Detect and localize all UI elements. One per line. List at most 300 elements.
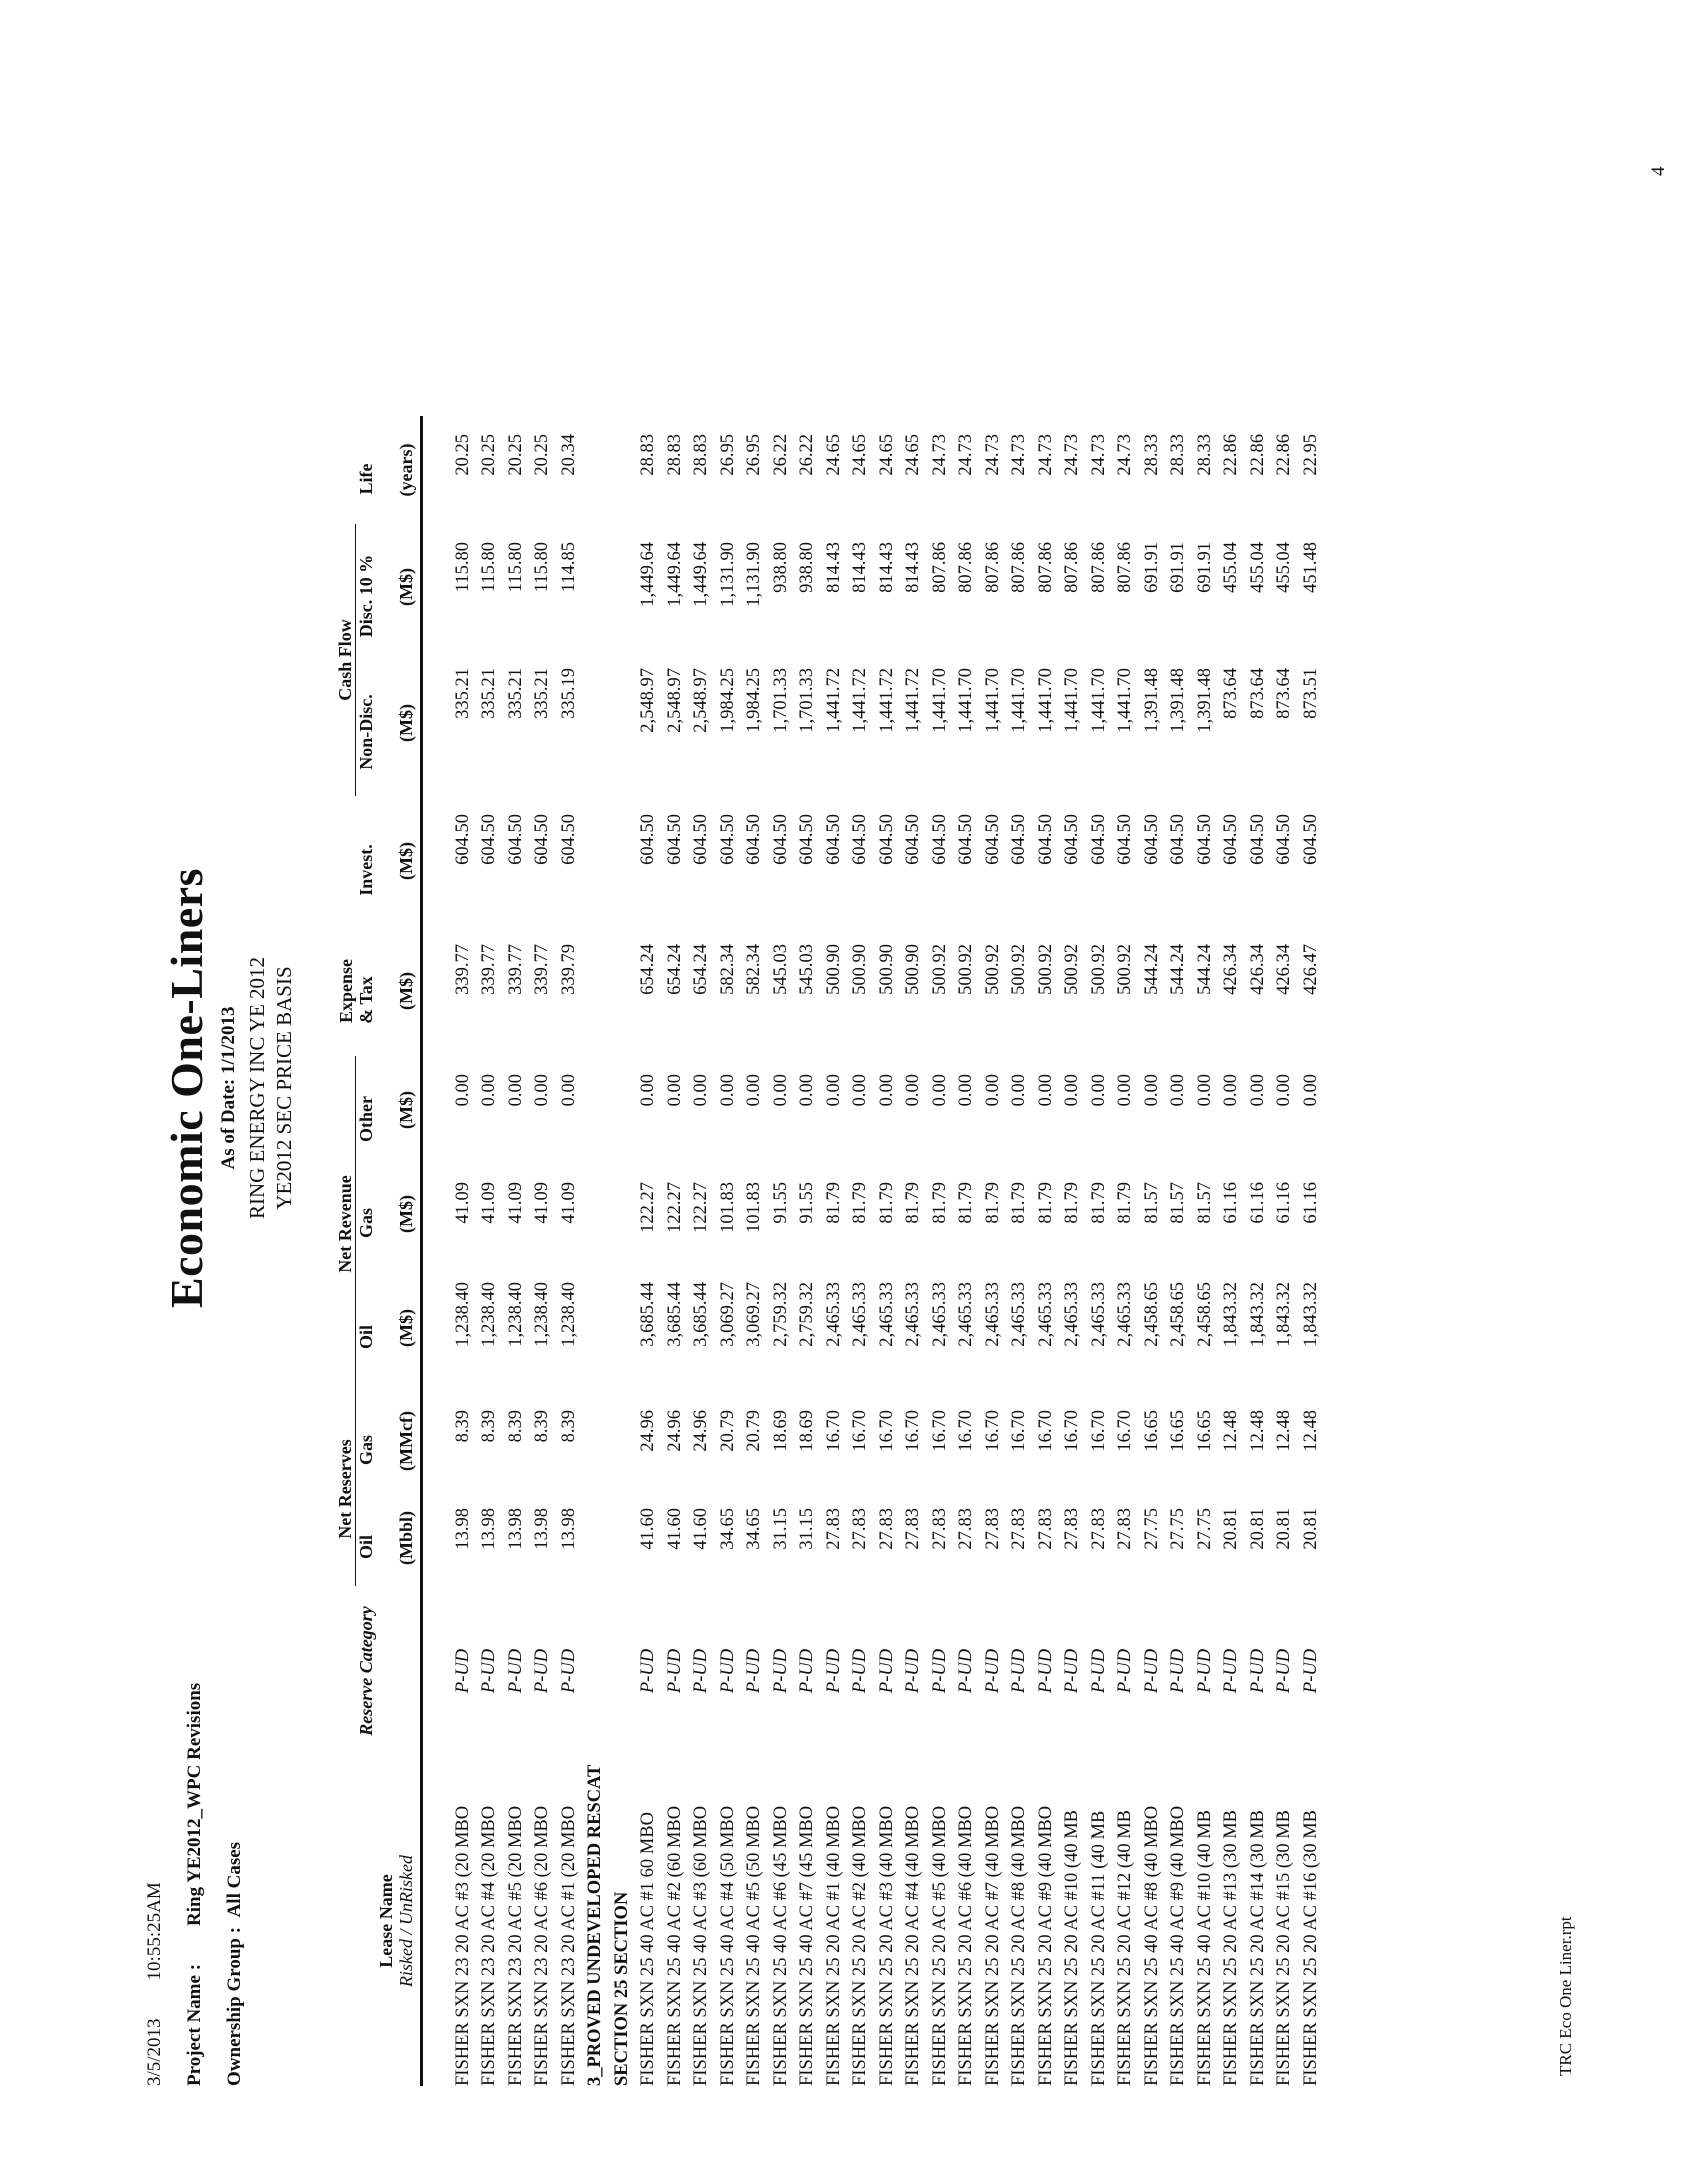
value-cell: 81.57 — [1168, 1182, 1188, 1224]
value-cell: 0.00 — [770, 1074, 791, 1107]
value-cell: 451.48 — [1300, 542, 1321, 593]
value-cell: 455.04 — [1274, 542, 1294, 593]
value-cell: 61.16 — [1274, 1182, 1294, 1224]
reserve-category-cell: P-UD — [929, 1648, 950, 1694]
reserve-category-cell: P-UD — [1194, 1648, 1215, 1694]
value-cell: 604.50 — [956, 814, 976, 865]
value-cell: 20.25 — [532, 434, 552, 476]
value-cell: 13.98 — [479, 1508, 499, 1550]
lease-name-cell: FISHER SXN 25 40 AC #7 (45 MBO — [797, 1805, 817, 2086]
reserve-category-cell: P-UD — [1115, 1648, 1135, 1694]
expense-unit: (M$) — [376, 926, 422, 1056]
value-cell: 1,391.48 — [1168, 668, 1188, 733]
value-cell: 24.65 — [850, 434, 870, 476]
value-cell: 34.65 — [717, 1508, 738, 1550]
value-cell: 0.00 — [982, 1074, 1003, 1107]
value-cell: 16.70 — [1035, 1410, 1056, 1452]
value-cell: 500.92 — [982, 944, 1003, 995]
lease-name-cell: FISHER SXN 25 20 AC #3 (40 MBO — [876, 1805, 897, 2086]
value-cell: 1,391.48 — [1194, 668, 1215, 733]
value-cell: 604.50 — [1141, 814, 1162, 865]
value-cell: 1,441.72 — [903, 668, 923, 733]
value-cell: 122.27 — [691, 1182, 711, 1233]
value-cell: 0.00 — [1168, 1074, 1188, 1107]
report-footer: TRC Eco One Liner.rpt — [1556, 1916, 1575, 2076]
lease-name-cell: FISHER SXN 25 20 AC #12 (40 MB — [1115, 1809, 1135, 2086]
lease-name-cell: FISHER SXN 25 20 AC #10 (40 MB — [1062, 1809, 1082, 2086]
value-cell: 26.22 — [797, 434, 817, 476]
value-cell: 335.19 — [558, 668, 579, 719]
value-cell: 16.70 — [823, 1410, 844, 1452]
value-cell: 22.86 — [1221, 434, 1241, 476]
reserve-category-cell: P-UD — [505, 1648, 526, 1694]
value-cell: 500.90 — [876, 944, 897, 995]
value-cell: 12.48 — [1221, 1410, 1241, 1452]
reserve-category-cell: P-UD — [717, 1648, 738, 1694]
expense-header-1: Expense — [335, 959, 356, 1024]
lease-name-cell: FISHER SXN 25 20 AC #8 (40 MBO — [1009, 1805, 1029, 2086]
value-cell: 81.79 — [1115, 1182, 1135, 1224]
value-cell: 1,843.32 — [1247, 1282, 1268, 1347]
nondisc-header: Non-Disc. — [356, 694, 376, 770]
value-cell: 339.77 — [505, 944, 526, 995]
disc-header: Disc. 10 % — [356, 554, 376, 638]
value-cell: 691.91 — [1141, 542, 1162, 593]
value-cell: 20.25 — [452, 434, 473, 476]
table-row — [529, 416, 556, 2086]
value-cell: 807.86 — [1009, 542, 1029, 593]
value-cell: 1,238.40 — [532, 1282, 552, 1347]
value-cell: 604.50 — [505, 814, 526, 865]
value-cell: 604.50 — [982, 814, 1003, 865]
reserve-category-cell: P-UD — [850, 1648, 870, 1694]
value-cell: 22.95 — [1300, 434, 1321, 476]
reserve-category-cell: P-UD — [823, 1648, 844, 1694]
value-cell: 1,441.72 — [876, 668, 897, 733]
reserve-category-cell: P-UD — [903, 1648, 923, 1694]
value-cell: 814.43 — [823, 542, 844, 593]
value-cell: 0.00 — [452, 1074, 473, 1107]
table-row — [1192, 416, 1219, 2086]
table-row — [715, 416, 742, 2086]
disc-unit: (M$) — [376, 524, 422, 650]
value-cell: 16.70 — [982, 1410, 1003, 1452]
value-cell: 604.50 — [1221, 814, 1241, 865]
life-header: Life — [356, 463, 376, 495]
value-cell: 604.50 — [691, 814, 711, 865]
value-cell: 1,449.64 — [691, 542, 711, 607]
value-cell: 873.51 — [1300, 668, 1321, 719]
table-row — [741, 416, 768, 2086]
value-cell: 654.24 — [664, 944, 685, 995]
reserve-category-cell: P-UD — [1168, 1648, 1188, 1694]
header-row-groups — [335, 416, 356, 2086]
lease-name-cell: FISHER SXN 25 20 AC #7 (40 MBO — [982, 1805, 1003, 2086]
value-cell: 0.00 — [479, 1074, 499, 1107]
value-cell: 339.79 — [558, 944, 579, 995]
value-cell: 691.91 — [1168, 542, 1188, 593]
lease-name-cell: FISHER SXN 25 20 AC #2 (40 MBO — [850, 1805, 870, 2086]
value-cell: 0.00 — [664, 1074, 685, 1107]
value-cell: 604.50 — [1274, 814, 1294, 865]
value-cell: 2,465.33 — [876, 1282, 897, 1347]
value-cell: 81.79 — [1009, 1182, 1029, 1224]
section-heading — [582, 416, 635, 2086]
as-of-date: As of Date: 1/1/2013 — [218, 1006, 239, 1170]
ownership-value: All Cases — [224, 1841, 245, 1918]
value-cell: 1,238.40 — [505, 1282, 526, 1347]
value-cell: 2,759.32 — [797, 1282, 817, 1347]
table-row — [980, 416, 1007, 2086]
res-gas-unit: (MMcf) — [376, 1392, 422, 1490]
value-cell: 81.57 — [1141, 1182, 1162, 1224]
value-cell: 807.86 — [982, 542, 1003, 593]
reserve-category-cell: P-UD — [532, 1648, 552, 1694]
value-cell: 500.92 — [1009, 944, 1029, 995]
value-cell: 604.50 — [903, 814, 923, 865]
value-cell: 41.60 — [664, 1508, 685, 1550]
reserve-category-cell: P-UD — [452, 1648, 473, 1694]
value-cell: 27.83 — [876, 1508, 897, 1550]
table-row — [503, 416, 530, 2086]
value-cell: 604.50 — [1062, 814, 1082, 865]
value-cell: 8.39 — [532, 1410, 552, 1443]
value-cell: 81.57 — [1194, 1182, 1215, 1224]
value-cell: 18.69 — [797, 1410, 817, 1452]
value-cell: 26.95 — [744, 434, 764, 476]
value-cell: 24.73 — [1062, 434, 1082, 476]
value-cell: 807.86 — [1035, 542, 1056, 593]
table-row — [1245, 416, 1272, 2086]
table-row — [1298, 416, 1325, 2086]
value-cell: 16.65 — [1168, 1410, 1188, 1452]
value-cell: 814.43 — [876, 542, 897, 593]
reserve-category-cell: P-UD — [691, 1648, 711, 1694]
table-row — [1271, 416, 1298, 2086]
value-cell: 61.16 — [1221, 1182, 1241, 1224]
other-header: Other — [356, 1096, 376, 1142]
one-liners-table — [335, 416, 1324, 2086]
reserve-category-cell: P-UD — [797, 1648, 817, 1694]
value-cell: 335.21 — [532, 668, 552, 719]
value-cell: 1,843.32 — [1274, 1282, 1294, 1347]
value-cell: 1,449.64 — [664, 542, 685, 607]
value-cell: 604.50 — [929, 814, 950, 865]
lease-name-cell: FISHER SXN 25 40 AC #1 60 MBO — [638, 1812, 658, 2086]
value-cell: 20.81 — [1300, 1508, 1321, 1550]
value-cell: 455.04 — [1247, 542, 1268, 593]
value-cell: 81.79 — [956, 1182, 976, 1224]
life-unit: (years) — [376, 416, 422, 524]
value-cell: 8.39 — [505, 1410, 526, 1443]
value-cell: 545.03 — [797, 944, 817, 995]
value-cell: 81.79 — [850, 1182, 870, 1224]
value-cell: 604.50 — [1035, 814, 1056, 865]
value-cell: 16.70 — [956, 1410, 976, 1452]
value-cell: 101.83 — [744, 1182, 764, 1233]
value-cell: 91.55 — [797, 1182, 817, 1224]
value-cell: 1,984.25 — [744, 668, 764, 733]
value-cell: 24.73 — [1115, 434, 1135, 476]
lease-name-cell: FISHER SXN 25 20 AC #13 (30 MB — [1221, 1809, 1241, 2086]
value-cell: 2,465.33 — [982, 1282, 1003, 1347]
value-cell: 41.09 — [452, 1182, 473, 1224]
res-oil-header: Oil — [356, 1535, 376, 1560]
lease-name-cell: FISHER SXN 25 40 AC #2 (60 MBO — [664, 1805, 685, 2086]
value-cell: 20.81 — [1274, 1508, 1294, 1550]
value-cell: 2,458.65 — [1168, 1282, 1188, 1347]
value-cell: 81.79 — [1062, 1182, 1082, 1224]
value-cell: 115.80 — [452, 542, 473, 593]
lease-name-cell: FISHER SXN 25 40 AC #9 (40 MBO — [1168, 1805, 1188, 2086]
rev-gas-header: Gas — [356, 1208, 376, 1239]
table-row — [927, 416, 954, 2086]
value-cell: 101.83 — [717, 1182, 738, 1233]
value-cell: 654.24 — [638, 944, 658, 995]
value-cell: 22.86 — [1247, 434, 1268, 476]
value-cell: 0.00 — [1247, 1074, 1268, 1107]
lease-name-cell: FISHER SXN 25 20 AC #4 (40 MBO — [903, 1805, 923, 2086]
value-cell: 604.50 — [1194, 814, 1215, 865]
reserve-category-cell: P-UD — [638, 1648, 658, 1694]
value-cell: 0.00 — [1035, 1074, 1056, 1107]
value-cell: 3,685.44 — [691, 1282, 711, 1347]
value-cell: 654.24 — [691, 944, 711, 995]
other-unit: (M$) — [376, 1056, 422, 1164]
value-cell: 807.86 — [1062, 542, 1082, 593]
value-cell: 0.00 — [1300, 1074, 1321, 1107]
value-cell: 2,548.97 — [691, 668, 711, 733]
table-row — [1218, 416, 1245, 2086]
table-row — [1033, 416, 1060, 2086]
value-cell: 20.34 — [558, 434, 579, 476]
value-cell: 24.73 — [929, 434, 950, 476]
lease-name-cell: FISHER SXN 25 20 AC #15 (30 MB — [1274, 1809, 1294, 2086]
value-cell: 1,441.72 — [850, 668, 870, 733]
value-cell: 807.86 — [929, 542, 950, 593]
value-cell: 0.00 — [1141, 1074, 1162, 1107]
value-cell: 0.00 — [797, 1074, 817, 1107]
value-cell: 604.50 — [850, 814, 870, 865]
value-cell: 13.98 — [505, 1508, 526, 1550]
reserve-category-cell: P-UD — [1247, 1648, 1268, 1694]
value-cell: 2,759.32 — [770, 1282, 791, 1347]
value-cell: 500.90 — [903, 944, 923, 995]
report-time: 10:55:25AM — [144, 1882, 165, 1981]
value-cell: 604.50 — [770, 814, 791, 865]
reserve-category-cell: P-UD — [1141, 1648, 1162, 1694]
value-cell: 26.95 — [717, 434, 738, 476]
value-cell: 13.98 — [532, 1508, 552, 1550]
value-cell: 16.65 — [1194, 1410, 1215, 1452]
section-title-2: SECTION 25 SECTION — [611, 1891, 632, 2086]
value-cell: 41.09 — [532, 1182, 552, 1224]
value-cell: 0.00 — [1194, 1074, 1215, 1107]
table-row — [1006, 416, 1033, 2086]
value-cell: 604.50 — [1168, 814, 1188, 865]
value-cell: 0.00 — [956, 1074, 976, 1107]
rev-gas-unit: (M$) — [376, 1164, 422, 1264]
table-row — [476, 416, 503, 2086]
value-cell: 20.81 — [1221, 1508, 1241, 1550]
table-row — [1112, 416, 1139, 2086]
value-cell: 41.60 — [691, 1508, 711, 1550]
value-cell: 91.55 — [770, 1182, 791, 1224]
value-cell: 604.50 — [638, 814, 658, 865]
value-cell: 24.73 — [1088, 434, 1109, 476]
value-cell: 41.09 — [505, 1182, 526, 1224]
value-cell: 12.48 — [1300, 1410, 1321, 1452]
value-cell: 122.27 — [638, 1182, 658, 1233]
value-cell: 1,131.90 — [717, 542, 738, 607]
value-cell: 1,131.90 — [744, 542, 764, 607]
value-cell: 873.64 — [1221, 668, 1241, 719]
value-cell: 339.77 — [479, 944, 499, 995]
res-gas-header: Gas — [356, 1435, 376, 1466]
value-cell: 335.21 — [505, 668, 526, 719]
value-cell: 24.73 — [1035, 434, 1056, 476]
value-cell: 18.69 — [770, 1410, 791, 1452]
reserve-category-cell: P-UD — [1035, 1648, 1056, 1694]
value-cell: 339.77 — [532, 944, 552, 995]
value-cell: 8.39 — [452, 1410, 473, 1443]
value-cell: 24.73 — [956, 434, 976, 476]
value-cell: 500.90 — [850, 944, 870, 995]
value-cell: 814.43 — [903, 542, 923, 593]
value-cell: 27.83 — [929, 1508, 950, 1550]
lease-name-cell: FISHER SXN 25 20 AC #11 (40 MB — [1088, 1810, 1109, 2086]
value-cell: 28.83 — [691, 434, 711, 476]
value-cell: 24.96 — [691, 1410, 711, 1452]
lease-name-label: Lease Name — [376, 1874, 396, 1968]
value-cell: 115.80 — [505, 542, 526, 593]
value-cell: 1,391.48 — [1141, 668, 1162, 733]
value-cell: 27.83 — [956, 1508, 976, 1550]
value-cell: 24.73 — [1009, 434, 1029, 476]
reserve-category-header: Reserve Category — [356, 1606, 376, 1736]
value-cell: 500.92 — [1035, 944, 1056, 995]
value-cell: 24.65 — [823, 434, 844, 476]
value-cell: 2,465.33 — [929, 1282, 950, 1347]
value-cell: 500.92 — [929, 944, 950, 995]
value-cell: 31.15 — [770, 1508, 791, 1550]
value-cell: 26.22 — [770, 434, 791, 476]
value-cell: 691.91 — [1194, 542, 1215, 593]
value-cell: 28.83 — [664, 434, 685, 476]
lease-name-cell: FISHER SXN 25 20 AC #1 (40 MBO — [823, 1805, 844, 2086]
value-cell: 24.65 — [903, 434, 923, 476]
value-cell: 604.50 — [664, 814, 685, 865]
reserve-category-cell: P-UD — [1009, 1648, 1029, 1694]
value-cell: 16.65 — [1141, 1410, 1162, 1452]
lease-name-cell: FISHER SXN 25 20 AC #14 (30 MB — [1247, 1809, 1268, 2086]
value-cell: 8.39 — [558, 1410, 579, 1443]
reserve-category-cell: P-UD — [956, 1648, 976, 1694]
value-cell: 500.92 — [1115, 944, 1135, 995]
value-cell: 27.75 — [1194, 1508, 1215, 1550]
value-cell: 0.00 — [1115, 1074, 1135, 1107]
value-cell: 335.21 — [452, 668, 473, 719]
value-cell: 28.83 — [638, 434, 658, 476]
lease-name-cell: FISHER SXN 25 40 AC #4 (50 MBO — [717, 1805, 738, 2086]
value-cell: 604.50 — [1247, 814, 1268, 865]
value-cell: 0.00 — [638, 1074, 658, 1107]
value-cell: 27.83 — [982, 1508, 1003, 1550]
value-cell: 1,441.70 — [1009, 668, 1029, 733]
reserve-category-cell: P-UD — [770, 1648, 791, 1694]
value-cell: 807.86 — [1115, 542, 1135, 593]
value-cell: 604.50 — [717, 814, 738, 865]
value-cell: 873.64 — [1274, 668, 1294, 719]
value-cell: 455.04 — [1221, 542, 1241, 593]
value-cell: 604.50 — [823, 814, 844, 865]
value-cell: 500.92 — [1088, 944, 1109, 995]
value-cell: 0.00 — [717, 1074, 738, 1107]
value-cell: 0.00 — [823, 1074, 844, 1107]
value-cell: 500.92 — [1062, 944, 1082, 995]
report-date: 3/5/2013 — [144, 2018, 165, 2086]
value-cell: 0.00 — [558, 1074, 579, 1107]
value-cell: 16.70 — [1088, 1410, 1109, 1452]
value-cell: 2,465.33 — [1062, 1282, 1082, 1347]
value-cell: 24.73 — [982, 434, 1003, 476]
value-cell: 27.83 — [1062, 1508, 1082, 1550]
value-cell: 0.00 — [1221, 1074, 1241, 1107]
net-revenue-header: Net Revenue — [335, 1056, 356, 1392]
value-cell: 938.80 — [797, 542, 817, 593]
nondisc-unit: (M$) — [376, 650, 422, 796]
rev-oil-header: Oil — [356, 1325, 376, 1350]
report-title: Economic One-Liners — [161, 867, 212, 1309]
value-cell: 873.64 — [1247, 668, 1268, 719]
table-row — [847, 416, 874, 2086]
company-name: RING ENERGY INC YE 2012 — [245, 956, 269, 1220]
value-cell: 0.00 — [1088, 1074, 1109, 1107]
value-cell: 2,548.97 — [638, 668, 658, 733]
value-cell: 938.80 — [770, 542, 791, 593]
table-row — [953, 416, 980, 2086]
lease-name-cell: FISHER SXN 25 40 AC #8 (40 MBO — [1141, 1805, 1162, 2086]
value-cell: 604.50 — [479, 814, 499, 865]
reserve-category-cell: P-UD — [1062, 1648, 1082, 1694]
value-cell: 0.00 — [929, 1074, 950, 1107]
invest-header: Invest. — [356, 844, 376, 896]
value-cell: 1,441.72 — [823, 668, 844, 733]
table-row — [1165, 416, 1192, 2086]
value-cell: 2,465.33 — [850, 1282, 870, 1347]
value-cell: 115.80 — [479, 542, 499, 593]
value-cell: 582.34 — [744, 944, 764, 995]
value-cell: 604.50 — [452, 814, 473, 865]
lease-name-cell: FISHER SXN 25 40 AC #3 (60 MBO — [691, 1805, 711, 2086]
table-row — [900, 416, 927, 2086]
cash-flow-header: Cash Flow — [335, 524, 356, 796]
value-cell: 122.27 — [664, 1182, 685, 1233]
value-cell: 1,701.33 — [797, 668, 817, 733]
value-cell: 61.16 — [1300, 1182, 1321, 1224]
value-cell: 1,441.70 — [1062, 668, 1082, 733]
value-cell: 339.77 — [452, 944, 473, 995]
value-cell: 27.83 — [1009, 1508, 1029, 1550]
value-cell: 20.79 — [717, 1410, 738, 1452]
value-cell: 2,465.33 — [1035, 1282, 1056, 1347]
value-cell: 2,548.97 — [664, 668, 685, 733]
table-row — [635, 416, 662, 2086]
value-cell: 604.50 — [1009, 814, 1029, 865]
ownership-label: Ownership Group : — [224, 1926, 245, 2086]
table-row — [556, 416, 583, 2086]
value-cell: 1,843.32 — [1300, 1282, 1321, 1347]
